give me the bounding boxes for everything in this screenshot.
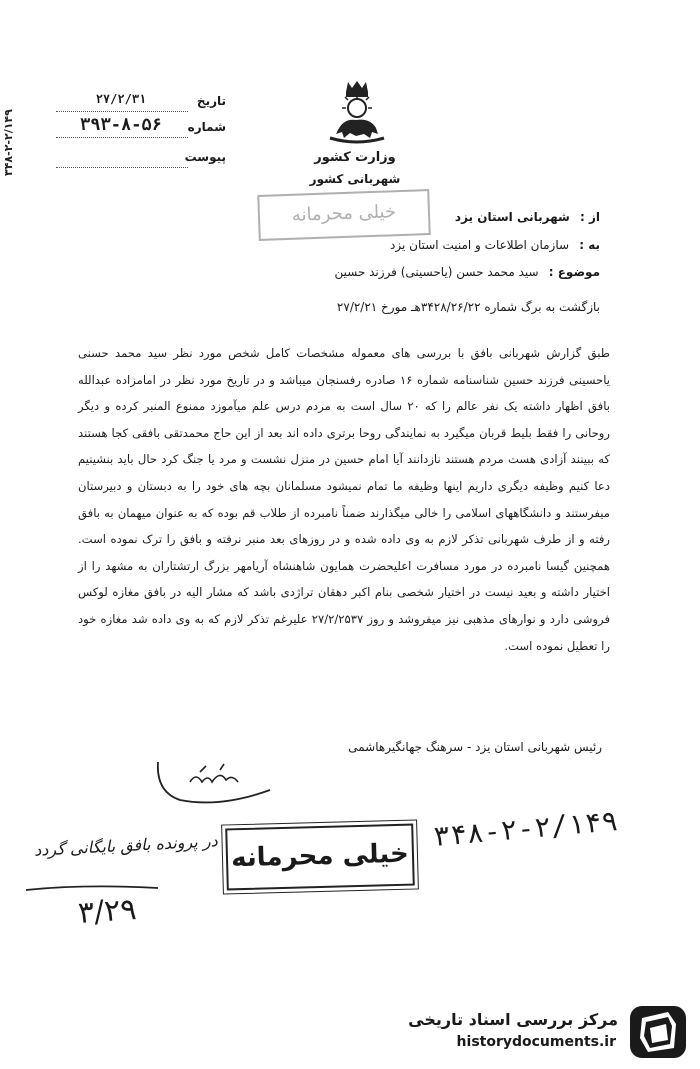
- attachment-field: [56, 148, 226, 172]
- number-label: شماره: [187, 120, 226, 134]
- watermark-title: مرکز بررسی اسناد تاریخی: [408, 1010, 618, 1029]
- subject-value: سید محمد حسن (یاحسینی) فرزند حسین: [334, 265, 539, 279]
- confidential-stamp: خیلی محرمانه: [225, 824, 415, 891]
- reference-line: بازگشت به برگ شماره ۳۴۲۸/۲۶/۲۲هـ مورخ ۲۷/۲/۲۱: [336, 300, 600, 314]
- watermark-url: historydocuments.ir: [456, 1034, 616, 1050]
- attachment-label: پیوست: [184, 150, 226, 164]
- subject-line: [334, 265, 600, 279]
- handwritten-number: ۳/۲۹: [76, 892, 138, 931]
- number-value: ۳۹۳-۸-۵۶: [80, 115, 162, 135]
- from-line: [455, 210, 600, 224]
- department-title: شهربانی کشور: [309, 172, 401, 186]
- date-value: ۲۷/۲/۳۱: [95, 92, 147, 106]
- number-field: [56, 115, 226, 142]
- ministry-title: وزارت کشور: [314, 150, 396, 165]
- handwritten-note: در پرونده بافق بایگانی گردد: [33, 831, 219, 860]
- from-label: از :: [580, 210, 600, 224]
- note-underline: [24, 882, 160, 894]
- signature-scribble: [150, 742, 290, 812]
- subject-label: موضوع :: [548, 265, 600, 279]
- handwritten-reference: ۳۴۸-۲-۲/۱۴۹: [431, 803, 620, 854]
- to-value: سازمان اطلاعات و امنیت استان یزد: [390, 238, 570, 252]
- to-label: به :: [579, 238, 600, 252]
- archive-logo-icon: [628, 1002, 690, 1062]
- date-field: [56, 92, 226, 116]
- date-label: تاریخ: [196, 94, 226, 108]
- faded-stamp: خیلی محرمانه: [257, 189, 431, 241]
- lion-and-sun-emblem-icon: [326, 78, 388, 148]
- signatory-line: رئیس شهربانی استان یزد - سرهنگ جهانگیرهاشمی: [348, 740, 602, 754]
- to-line: [390, 238, 600, 252]
- side-annotation: ۳۴۸-۲-۲/۱۴۹: [2, 109, 15, 177]
- letter-body: طبق گزارش شهربانی بافق با بررسی های معموله مشخصات کامل شخص مورد نظر سید محمد حسنی یاحسینی فرزند حسین شناسنامه شماره ۱۶ صادره رفسنجان میباشد و در تاریخ مورد نظر در امامزاده عبدالله بافق اظهار داشته یک نفر عالم را که ۲۰ سال است به مردم درس علم میآموزد ممنوع المنبر کرده و دیگر روحانی را فقط بلیط قربان میگیرد به نمایندگی روحا برتری داده اند بعد از این حاج محمدتقی بافقی کجا هستند که ببینند آزادی هست مردم هستند نازدانند آیا امام حسین در منزل نشست و مرد یا جنگ کرد حال باید بنشینیم دعا کنیم وظیفه دیگری داریم اینها وظیفه ما تمام نمیشود مسلمانان بچه های خود را به دبستان و دبیرستان میفرستند و دانشگاههای اسلامی را خالی میگذارند ضمناً نامبرده از طلاب قم بوده که به عنوان میهمان به بافق رفته و از طرف شهربانی تذکر لازم به وی داده شده و در روزهای بعد منبر نرفته و بافق را ترک نموده است. همچنین گیسا نامبرده در مورد مسافرت اعلیحضرت همایون شاهنشاه آریامهر بزرگ ارتشتاران به مشهد را از اختیار داشته و بعید نیست در اختیار شخصی بنام اکبر دهقان تراژدی باشد که مشار الیه در بافق مغازه لوکس فروشی دارد و نوارهای مذهبی نیز میفروشد و روز ۲۷/۲/۲۵۳۷ علیرغم تذکر لازم که به وی داده شد مغازه خود را تعطیل نموده است.: [78, 346, 610, 653]
- from-value: شهربانی استان یزد: [454, 210, 570, 224]
